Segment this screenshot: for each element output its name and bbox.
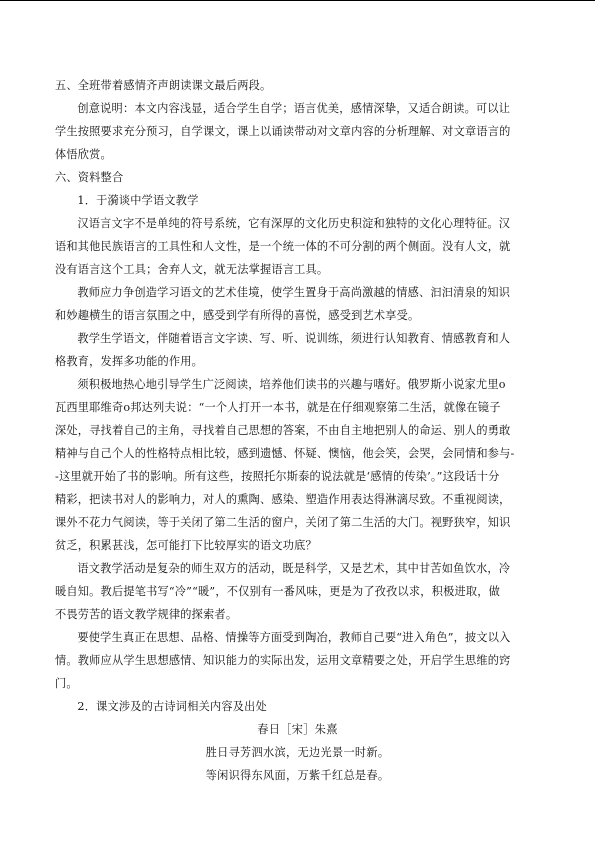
paragraph-line: 不畏劳苦的语文教学规律的探索者。 bbox=[55, 608, 238, 621]
paragraph-line: 须积极地热心地引导学生广泛阅读，培养他们读书的兴趣与嗜好。俄罗斯小说家尤里ο bbox=[77, 378, 506, 391]
paragraph-line: 汉语言文字不是单纯的符号系统，它有深厚的文化历史积淀和独特的文化心理特征。汉 bbox=[77, 217, 511, 230]
section-6-heading: 六、资料整合 bbox=[55, 171, 124, 184]
paragraph-line: 深处，寻找着自己的主角，寻找着自己思想的答案，不由自主地把别人的命运、别人的勇敢 bbox=[55, 424, 511, 437]
item-1-title: 1．于漪谈中学语文教学 bbox=[77, 194, 199, 207]
document-page bbox=[55, 74, 540, 787]
section-5-heading: 五、全班带着感情齐声朗读课文最后两段。 bbox=[55, 79, 272, 92]
paragraph-teaching bbox=[55, 327, 540, 373]
paragraph-line: 暖自知。教后提笔书写“冷”“暖”，不仅别有一番风味，更是为了孜孜以求，积极进取，做 bbox=[55, 585, 501, 598]
paragraph-line: 教师应力争创造学习语文的艺术佳境，使学生置身于高尚激越的情感、汩汩清泉的知识 bbox=[77, 286, 511, 299]
paragraph-reading bbox=[55, 373, 540, 557]
creative-note-line: 创意说明：本文内容浅显，适合学生自学；语言优美，感情深挚，又适合朗读。可以让 bbox=[77, 102, 511, 115]
paragraph-line: 要使学生真正在思想、品格、情操等方面受到陶冶，教师自己要“进入角色”，披文以入 bbox=[77, 631, 511, 644]
creative-note bbox=[55, 97, 540, 166]
paragraph-line: 和妙趣横生的语言氛围之中，感受到学有所得的喜悦，感受到艺术享受。 bbox=[55, 309, 420, 322]
paragraph-activity bbox=[55, 557, 540, 626]
paragraph-language bbox=[55, 212, 540, 281]
paragraph-line: 教学生学语文，伴随着语言文字读、写、听、说训练，须进行认知教育、情感教育和人 bbox=[77, 332, 511, 345]
paragraph-line: 瓦西里耶维奇ο邦达列夫说：“一个人打开一本书，就是在仔细观察第二生活，就像在镜子 bbox=[55, 401, 501, 414]
paragraph-line: 语文教学活动是复杂的师生双方的活动，既是科学，又是艺术，其中甘苦如鱼饮水，冷 bbox=[77, 562, 511, 575]
creative-note-line: 学生按照要求充分预习，自学课文，课上以诵读带动对文章内容的分析理解、对文章语言的 bbox=[55, 125, 511, 138]
poem-title: 春日［宋］朱熹 bbox=[257, 723, 338, 736]
paragraph-art bbox=[55, 281, 540, 327]
paragraph-line: 精彩，把读书对人的影响力，对人的熏陶、感染、塑造作用表达得淋漓尽致。不重视阅读， bbox=[55, 493, 511, 506]
creative-note-line: 体悟欣赏。 bbox=[55, 148, 112, 161]
paragraph-line: 没有语言这个工具；舍弃人文，就无法掌握语言工具。 bbox=[55, 263, 329, 276]
paragraph-role bbox=[55, 626, 540, 695]
poem-line: 等闲识得东风面，万紫千红总是春。 bbox=[205, 769, 390, 782]
paragraph-line: -这里就开始了书的影响。所有这些，按照托尔斯泰的说法就是‘感情的传染’。”这段话十分 bbox=[55, 470, 500, 483]
paragraph-line: 精神与自己个人的性格特点相比较，感到遗憾、怀疑、懊恼，他会笑，会哭，会同情和参与- bbox=[55, 447, 515, 460]
paragraph-line: 课外不花力气阅读，等于关闭了第二生活的窗户，关闭了第二生活的大门。视野狭窄，知识 bbox=[55, 516, 511, 529]
paragraph-line: 格教育，发挥多功能的作用。 bbox=[55, 355, 204, 368]
paragraph-line: 情。教师应从学生思想感情、知识能力的实际出发，运用文章精要之处，开启学生思维的窍 bbox=[55, 654, 511, 667]
paragraph-line: 贫乏，积累甚浅，怎可能打下比较厚实的语文功底？ bbox=[55, 539, 317, 552]
paragraph-line: 门。 bbox=[55, 677, 78, 690]
page-top-rule bbox=[0, 0, 595, 1]
poem-line: 胜日寻芳泗水滨，无边光景一时新。 bbox=[205, 746, 390, 759]
paragraph-line: 语和其他民族语言的工具性和人文性，是一个统一体的不可分割的两个侧面。没有人文，就 bbox=[55, 240, 511, 253]
item-2-title: 2．课文涉及的古诗词相关内容及出处 bbox=[77, 700, 267, 713]
poem bbox=[55, 718, 540, 787]
